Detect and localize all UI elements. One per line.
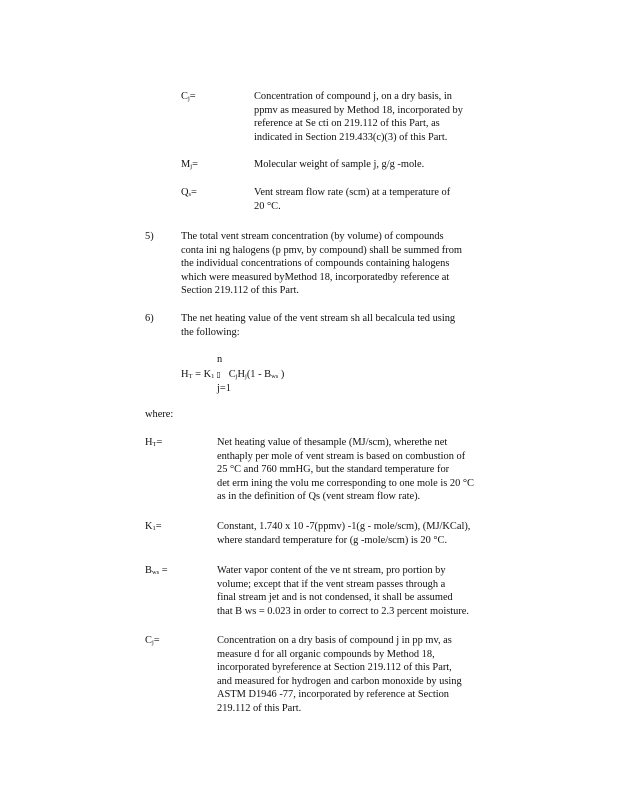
text-line: final stream jet and is not condensed, it shall be assumed: [217, 592, 453, 604]
item-5-paragraph: [181, 230, 462, 298]
text-line: incorporated byreference at Section 219.112 of this Part,: [217, 662, 452, 674]
text-line: measure d for all organic compounds by Method 18,: [217, 648, 435, 660]
text-line: Concentration on a dry basis of compound j in pp mv, as: [217, 635, 452, 646]
text-line: Net heating value of thesample (MJ/scm), wherethe net: [217, 437, 448, 448]
text-line: det erm ining the volu me corresponding to one mole is 20 °C: [217, 477, 474, 489]
term-ht: $H_T=$: [145, 437, 163, 448]
text-line: indicated in Section 219.433(c)(3) of this Part.: [254, 131, 448, 143]
text-line: as in the definition of Qs (vent stream flow rate).: [217, 491, 421, 503]
text-line: Water vapor content of the ve nt stream, pro portion by: [217, 565, 446, 576]
text-line: ASTM D1946 -77, incorporated by reference at Section: [217, 689, 449, 701]
text-line: Constant, 1.740 x 10 -7(ppmv) -1(g - mole/scm), (MJ/KCal),: [217, 521, 471, 532]
summation-symbol: ▯: [216, 370, 221, 379]
definition-bws: [217, 564, 469, 618]
item-5-number: 5): [145, 231, 154, 242]
equation-upper-limit: n: [217, 354, 223, 365]
definition-cj-bottom: [217, 634, 462, 716]
text-line: The total vent stream concentration (by volume) of compounds: [181, 231, 444, 242]
text-line: enthaply per mole of vent stream is based on combustion of: [217, 450, 466, 462]
definition-mj: [254, 158, 424, 172]
term-k1: $K_1=$: [145, 521, 162, 532]
text-line: 20 °C.: [254, 200, 281, 212]
where-label: where:: [145, 409, 174, 420]
term-mj: $M_j=$: [181, 159, 198, 170]
text-line: Section 219.112 of this Part.: [181, 285, 299, 297]
text-line: Vent stream flow rate (scm) at a temperature of: [254, 187, 451, 198]
term-qs: $Q_s=$: [181, 187, 197, 198]
text-line: volume; except that if the vent stream passes through a: [217, 578, 446, 590]
text-line: that B ws = 0.023 in order to correct to 2.3 percent moisture.: [217, 605, 469, 617]
text-line: where standard temperature for (g -mole/scm) is 20 °C.: [217, 534, 448, 546]
equation-net-heating-value: $H_T = K_1$ ▯ $C_jH_j(1 - B_{ws}$ ): [181, 369, 285, 380]
term-cj-top: $C_j=$: [181, 91, 196, 102]
text-line: The net heating value of the vent stream sh all becalcula ted using: [181, 313, 456, 324]
text-line: reference at Se cti on 219.112 of this Part, as: [254, 118, 440, 130]
definition-qs: [254, 186, 450, 213]
text-line: and measured for hydrogen and carbon monoxide by using: [217, 675, 462, 687]
term-cj-bottom: $C_j=$: [145, 635, 160, 646]
text-line: ppmv as measured by Method 18, incorporated by: [254, 104, 463, 116]
text-line: which were measured byMethod 18, incorporatedby reference at: [181, 271, 450, 283]
definition-k1: [217, 520, 470, 547]
item-6-paragraph: [181, 312, 455, 339]
definition-ht: [217, 436, 474, 504]
text-line: Concentration of compound j, on a dry basis, in: [254, 91, 452, 102]
text-line: the following:: [181, 326, 240, 338]
equation-lower-limit: j=1: [217, 383, 231, 394]
text-line: 219.112 of this Part.: [217, 702, 302, 714]
text-line: conta ini ng halogens (p pmv, by compound) shall be summed from: [181, 244, 462, 256]
text-line: Molecular weight of sample j, g/g -mole.: [254, 159, 425, 170]
item-6-number: 6): [145, 313, 154, 324]
definition-cj-top: [254, 90, 463, 144]
text-line: 25 °C and 760 mmHG, but the standard temperature for: [217, 464, 450, 476]
text-line: the individual concentrations of compounds containing halogens: [181, 258, 450, 270]
term-bws: $B_{ws}$ =: [145, 565, 168, 576]
